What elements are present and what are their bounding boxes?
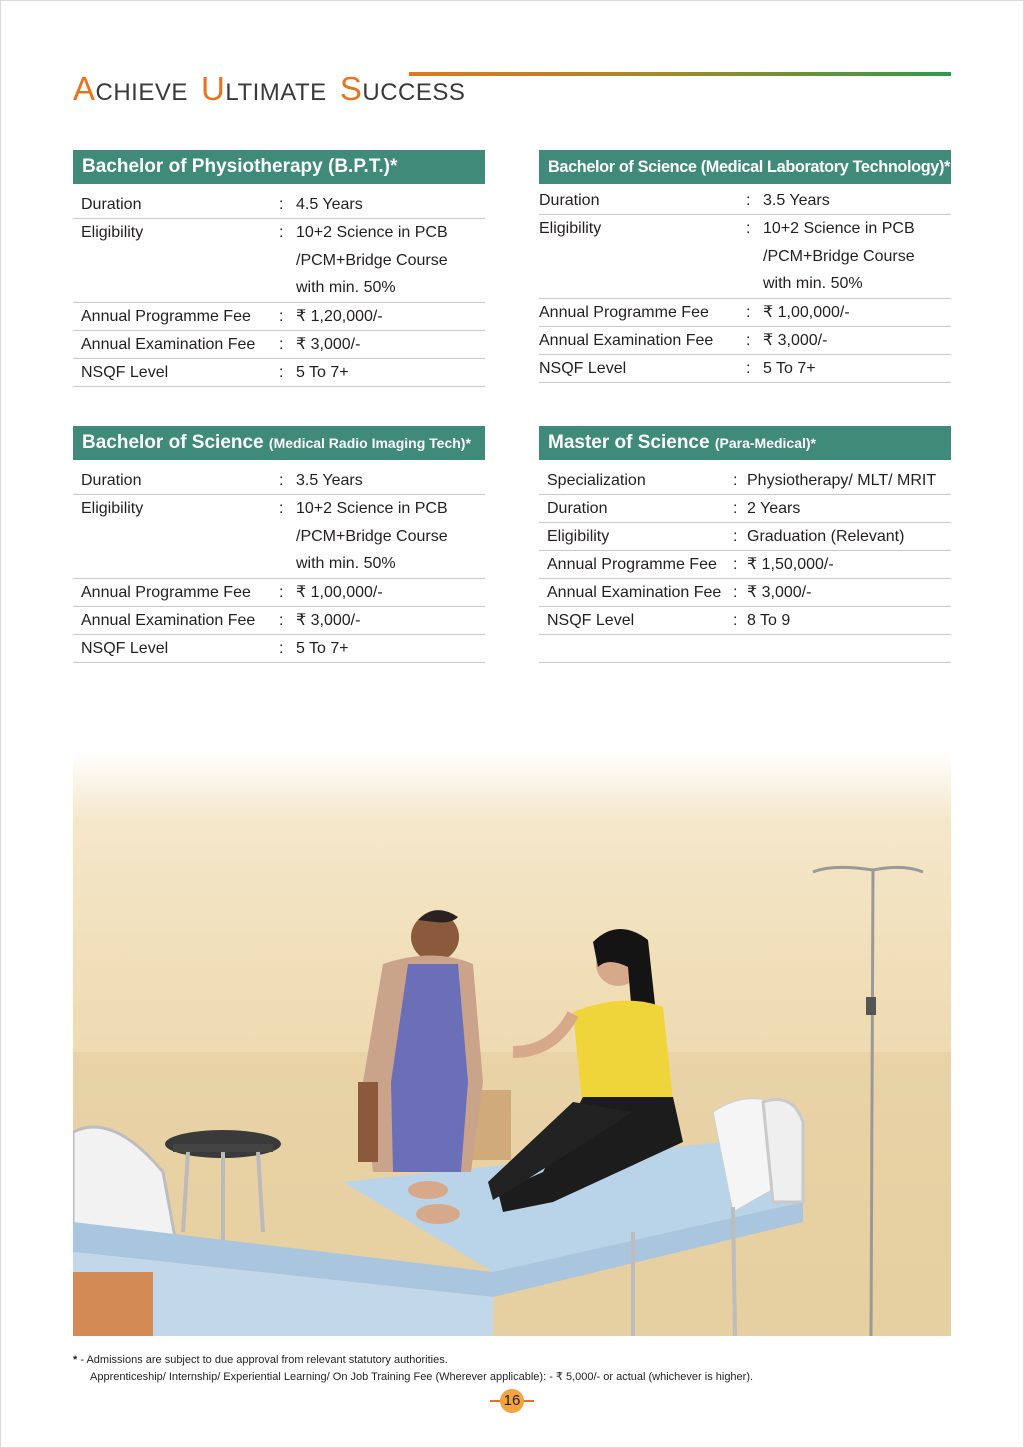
detail-label: Annual Examination Fee xyxy=(81,335,256,353)
course-block-msc xyxy=(539,426,951,663)
detail-colon: : xyxy=(733,528,738,545)
detail-label: Specialization xyxy=(547,472,646,489)
detail-colon: : xyxy=(279,639,284,657)
page-number xyxy=(490,1389,534,1413)
course-details xyxy=(73,191,485,387)
detail-row-duration xyxy=(73,467,485,495)
detail-value-line: 10+2 Science in PCB xyxy=(296,500,448,517)
detail-value-line: 10+2 Science in PCB xyxy=(763,220,915,237)
detail-colon: : xyxy=(279,196,284,213)
detail-row-exam-fee xyxy=(539,327,951,355)
detail-row-duration xyxy=(539,495,951,523)
detail-colon: : xyxy=(733,500,738,517)
detail-label: Annual Programme Fee xyxy=(81,583,251,601)
detail-value-line: /PCM+Bridge Course xyxy=(763,247,915,265)
detail-value: ₹ 3,000/- xyxy=(296,611,361,629)
footnote-text: - Admissions are subject to due approval from relevant statutory authorities. xyxy=(77,1354,448,1366)
detail-value: ₹ 1,00,000/- xyxy=(763,303,850,321)
detail-row-programme-fee xyxy=(73,303,485,331)
course-block-bmlt xyxy=(539,150,951,383)
detail-label: Annual Examination Fee xyxy=(81,611,256,629)
course-block-bmrit xyxy=(73,426,485,663)
page-number-badge: 16 xyxy=(500,1389,524,1413)
detail-value: 2 Years xyxy=(747,500,801,517)
detail-colon: : xyxy=(279,335,284,353)
detail-label: Annual Programme Fee xyxy=(547,556,717,573)
detail-value-line: with min. 50% xyxy=(296,279,396,296)
detail-colon: : xyxy=(279,307,284,325)
detail-row-programme-fee xyxy=(73,579,485,607)
detail-label: Duration xyxy=(81,472,142,489)
detail-row-duration xyxy=(539,187,951,215)
detail-value: 5 To 7+ xyxy=(296,363,349,381)
detail-row-exam-fee xyxy=(73,607,485,635)
course-title-main: Bachelor of Science xyxy=(82,432,264,453)
footnote xyxy=(73,1354,753,1383)
detail-row-nsqf xyxy=(73,359,485,387)
course-title xyxy=(73,426,485,460)
detail-value: 3.5 Years xyxy=(296,472,363,489)
detail-colon: : xyxy=(746,331,751,349)
course-title-main: Master of Science xyxy=(548,432,710,453)
detail-value: ₹ 3,000/- xyxy=(296,335,361,353)
detail-value xyxy=(763,215,951,298)
course-details xyxy=(539,187,951,383)
header-gradient-rule xyxy=(409,72,951,76)
course-details xyxy=(539,467,951,663)
course-title-sub: (Para-Medical)* xyxy=(714,435,817,451)
detail-row-eligibility xyxy=(539,215,951,299)
detail-label: NSQF Level xyxy=(81,639,169,657)
photo-illustration xyxy=(73,752,951,1336)
footnote-line-2: Apprenticeship/ Internship/ Experiential Learning/ On Job Training Fee (Wherever applicable): - ₹ 5,000/- or actual (whichever is higher). xyxy=(90,1371,754,1383)
detail-value-line: with min. 50% xyxy=(296,555,396,572)
detail-value xyxy=(296,219,485,302)
detail-label: NSQF Level xyxy=(547,612,635,629)
detail-label: Eligibility xyxy=(81,500,144,517)
detail-row-exam-fee xyxy=(539,579,951,607)
detail-label: Duration xyxy=(81,196,142,213)
detail-value-line: 10+2 Science in PCB xyxy=(296,224,448,241)
detail-value-line: /PCM+Bridge Course xyxy=(296,527,448,545)
detail-label: NSQF Level xyxy=(539,359,627,377)
detail-row-duration xyxy=(73,191,485,219)
detail-value: ₹ 3,000/- xyxy=(763,331,828,349)
detail-label: Annual Programme Fee xyxy=(81,307,251,325)
detail-colon: : xyxy=(279,224,284,241)
detail-value: 5 To 7+ xyxy=(763,359,816,377)
detail-row-empty xyxy=(539,635,951,663)
detail-label: Eligibility xyxy=(81,224,144,241)
detail-row-eligibility xyxy=(73,219,485,303)
detail-label: Eligibility xyxy=(539,220,602,237)
detail-row-nsqf xyxy=(539,355,951,383)
detail-label: Annual Programme Fee xyxy=(539,303,709,321)
footnote-star: * xyxy=(73,1354,78,1366)
course-title xyxy=(539,426,951,460)
detail-colon: : xyxy=(279,583,284,601)
detail-colon: : xyxy=(746,303,751,321)
detail-value: ₹ 3,000/- xyxy=(747,584,812,601)
detail-label: NSQF Level xyxy=(81,363,169,381)
detail-label: Annual Examination Fee xyxy=(539,331,714,349)
course-title-sub: (Medical Radio Imaging Tech)* xyxy=(268,435,471,451)
detail-value: Physiotherapy/ MLT/ MRIT xyxy=(747,472,937,489)
footnote-line-1 xyxy=(73,1354,753,1366)
detail-colon: : xyxy=(279,363,284,381)
detail-row-programme-fee xyxy=(539,299,951,327)
course-block-bpt xyxy=(73,150,485,387)
detail-colon: : xyxy=(746,192,751,209)
detail-row-exam-fee xyxy=(73,331,485,359)
detail-value: ₹ 1,50,000/- xyxy=(747,556,834,573)
course-title: Bachelor of Science (Medical Laboratory Technology)* xyxy=(539,150,951,184)
detail-row-nsqf xyxy=(73,635,485,663)
title-word: ULTIMATE xyxy=(201,70,327,107)
detail-label: Duration xyxy=(547,500,608,517)
detail-value: 4.5 Years xyxy=(296,196,363,213)
detail-colon: : xyxy=(733,612,738,629)
detail-label: Annual Examination Fee xyxy=(547,584,722,601)
title-word: SUCCESS xyxy=(339,70,466,107)
detail-label: Eligibility xyxy=(547,528,610,545)
detail-colon: : xyxy=(746,359,751,377)
detail-row-specialization xyxy=(539,467,951,495)
detail-row-programme-fee xyxy=(539,551,951,579)
detail-colon: : xyxy=(746,220,751,237)
physiotherapy-room-photo xyxy=(73,752,951,1336)
page-header xyxy=(73,70,953,110)
detail-value-line: with min. 50% xyxy=(763,275,863,292)
detail-value: 5 To 7+ xyxy=(296,639,349,657)
detail-colon: : xyxy=(733,584,738,601)
detail-value-line: /PCM+Bridge Course xyxy=(296,251,448,269)
detail-value: 3.5 Years xyxy=(763,192,830,209)
detail-label: Duration xyxy=(539,192,600,209)
therapist-figure xyxy=(358,910,483,1172)
detail-value xyxy=(296,495,485,578)
detail-value: ₹ 1,20,000/- xyxy=(296,307,383,325)
detail-colon: : xyxy=(733,472,738,489)
detail-value: ₹ 1,00,000/- xyxy=(296,583,383,601)
detail-colon: : xyxy=(279,611,284,629)
detail-colon: : xyxy=(279,500,284,517)
detail-value: 8 To 9 xyxy=(747,612,791,629)
detail-value: Graduation (Relevant) xyxy=(747,528,905,545)
detail-row-eligibility xyxy=(73,495,485,579)
detail-row-eligibility xyxy=(539,523,951,551)
title-word: ACHIEVE xyxy=(73,70,188,107)
course-title: Bachelor of Physiotherapy (B.P.T.)* xyxy=(73,150,485,184)
detail-colon: : xyxy=(279,472,284,489)
detail-row-nsqf xyxy=(539,607,951,635)
detail-colon: : xyxy=(733,556,738,573)
course-details xyxy=(73,467,485,663)
